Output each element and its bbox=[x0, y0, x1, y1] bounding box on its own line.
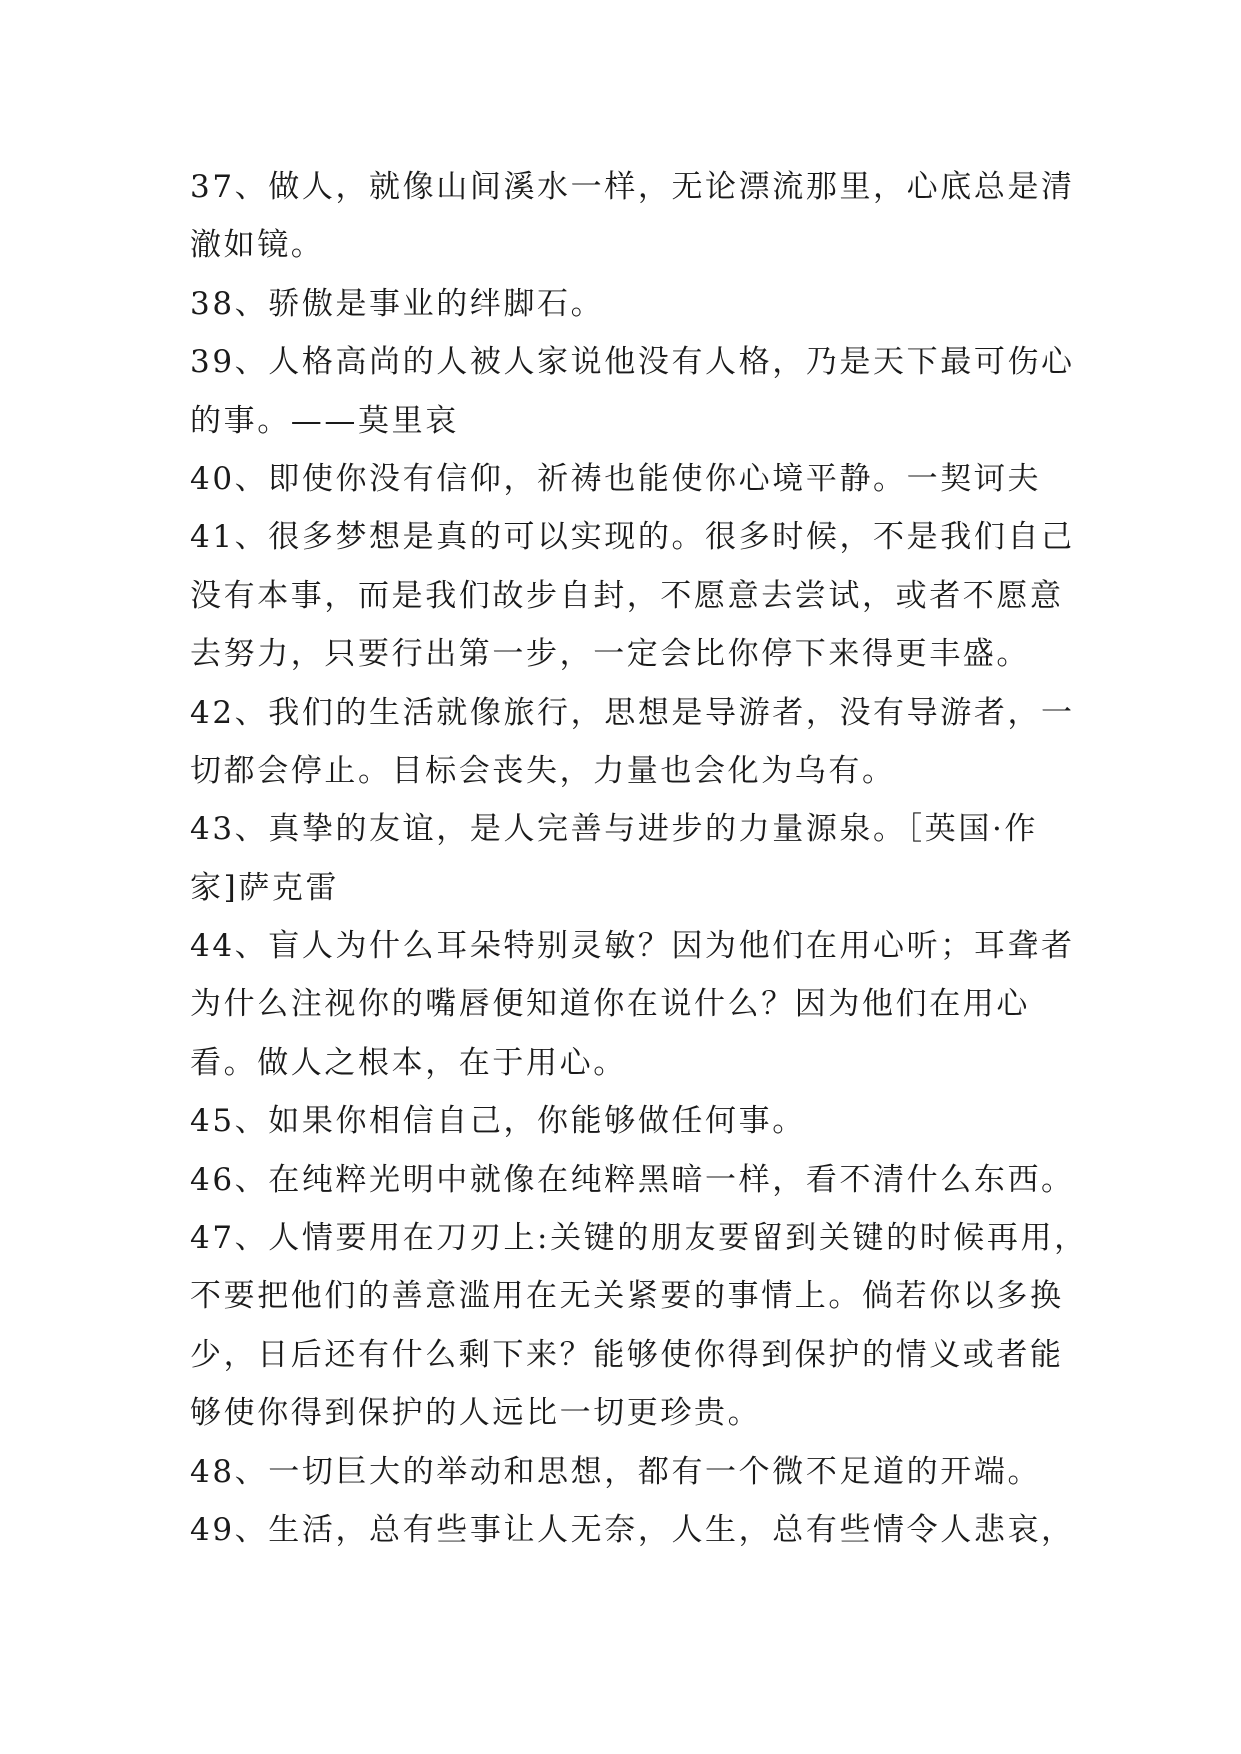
text-line: 切都会停止。目标会丧失，力量也会化为乌有。 bbox=[190, 752, 896, 789]
text-line: 为什么注视你的嘴唇便知道你在说什么？因为他们在用心 bbox=[190, 986, 1030, 1023]
text-line: 43、真挚的友谊，是人完善与进步的力量源泉。［英国·作 bbox=[190, 811, 1038, 848]
text-line: 少，日后还有什么剩下来？能够使你得到保护的情义或者能 bbox=[190, 1336, 1064, 1373]
text-line: 没有本事，而是我们故步自封，不愿意去尝试，或者不愿意 bbox=[190, 577, 1064, 614]
text-line: 42、我们的生活就像旅行，思想是导游者，没有导游者，一 bbox=[190, 694, 1075, 731]
text-line: 39、人格高尚的人被人家说他没有人格，乃是天下最可伤心 bbox=[190, 344, 1075, 381]
text-line: 澈如镜。 bbox=[190, 227, 325, 264]
text-line: 够使你得到保护的人远比一切更珍贵。 bbox=[190, 1395, 762, 1432]
text-line: 47、人情要用在刀刃上:关键的朋友要留到关键的时候再用， bbox=[190, 1220, 1088, 1257]
text-line: 44、盲人为什么耳朵特别灵敏？因为他们在用心听；耳聋者 bbox=[190, 928, 1075, 965]
text-line: 去努力，只要行出第一步，一定会比你停下来得更丰盛。 bbox=[190, 636, 1030, 673]
text-line: 的事。——莫里哀 bbox=[190, 402, 459, 439]
text-line: 45、如果你相信自己，你能够做任何事。 bbox=[190, 1103, 806, 1140]
text-line: 不要把他们的善意滥用在无关紧要的事情上。倘若你以多换 bbox=[190, 1278, 1064, 1315]
text-line: 家]萨克雷 bbox=[190, 869, 340, 906]
text-line: 48、一切巨大的举动和思想，都有一个微不足道的开端。 bbox=[190, 1453, 1042, 1490]
text-line: 40、即使你没有信仰，祈祷也能使你心境平静。一契诃夫 bbox=[190, 460, 1042, 497]
text-line: 看。做人之根本，在于用心。 bbox=[190, 1044, 627, 1081]
quote-text-block bbox=[190, 158, 1088, 1559]
text-line: 49、生活，总有些事让人无奈，人生，总有些情令人悲哀， bbox=[190, 1511, 1075, 1548]
text-line: 38、骄傲是事业的绊脚石。 bbox=[190, 285, 605, 322]
text-line: 37、做人，就像山间溪水一样，无论漂流那里，心底总是清 bbox=[190, 169, 1075, 205]
text-line: 41、很多梦想是真的可以实现的。很多时候，不是我们自己 bbox=[190, 519, 1075, 556]
text-line: 46、在纯粹光明中就像在纯粹黑暗一样，看不清什么东西。 bbox=[190, 1161, 1075, 1198]
